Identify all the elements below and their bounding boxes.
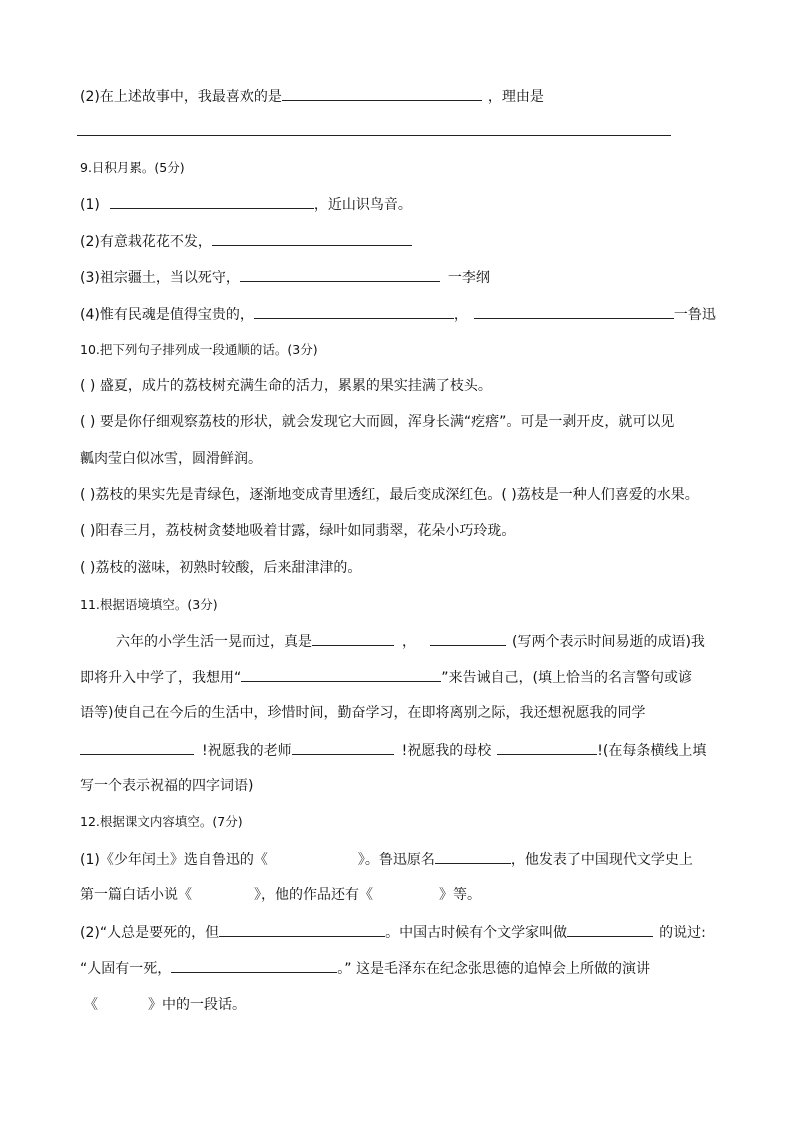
q8-favorite-blank[interactable] <box>282 86 482 101</box>
q12-line-2-end: 》等。 <box>439 887 481 903</box>
q12-line-2-text: 第一篇白话小说《 <box>80 887 192 903</box>
q11-wish-classmates-blank[interactable] <box>80 740 194 755</box>
q12-ancient-quote-blank[interactable] <box>171 958 337 973</box>
q9-item-4-author: 一鲁迅 <box>673 307 716 323</box>
q11-wish-teacher-blank[interactable] <box>292 740 394 755</box>
q9-item-1 <box>80 194 722 214</box>
q9-heading: 9.日积月累。(5分) <box>80 160 185 175</box>
q12-line-2-mid: 》，他的作品还有《 <box>254 887 373 903</box>
q12-line-2 <box>80 885 722 905</box>
q9-item-1-number: (1) <box>80 197 100 213</box>
q12-line-3-text: (2)“人总是要死的，但 <box>80 925 220 941</box>
q12-line-5 <box>80 995 722 1015</box>
q11-line-5: 写一个表示祝福的四字词语) <box>80 778 254 794</box>
q12-quote-blank[interactable] <box>219 922 385 937</box>
q10-sentence-2-cont: 瓤肉莹白似冰雪，圆滑鲜润。 <box>80 451 262 467</box>
q10-sentence-3: ( )荔枝的果实先是青绿色，逐渐地变成青里透红，最后变成深红色。( )荔枝是一种人们喜爱的水果。 <box>80 487 699 503</box>
q11-wish-teacher-text: !祝愿我的老师 <box>202 743 292 759</box>
q10-sentence-2: ( ) 要是你仔细观察荔枝的形状，就会发现它大而圆，浑身长满“疙瘩”。可是一剥开皮，就可以见 <box>80 414 675 430</box>
q12-line-4 <box>80 958 722 978</box>
q9-item-2 <box>80 231 722 251</box>
q9-item-3-author: 一李纲 <box>447 270 490 286</box>
q11-line-1-hint: (写两个表示时间易逝的成语)我 <box>512 634 705 650</box>
q8-reason-label: ，理由是 <box>487 89 544 105</box>
q10-sentence-4: ( )阳春三月，荔枝树贪婪地吸着甘露，绿叶如同翡翠，花朵小巧玲珑。 <box>80 523 516 539</box>
q12-line-5-open: 《 <box>84 997 98 1013</box>
q9-item-4-blank-a[interactable] <box>254 304 454 319</box>
q8-part2-line <box>80 86 722 106</box>
q9-item-4-comma: ， <box>453 307 468 323</box>
q12-line-1-text: (1)《少年闰土》选自鲁迅的《 <box>80 852 268 868</box>
q11-heading: 11.根据语境填空。(3分) <box>80 597 218 612</box>
q9-item-4-blank-b[interactable] <box>474 304 674 319</box>
q9-item-1-blank[interactable] <box>110 194 314 209</box>
q9-item-2-blank[interactable] <box>212 231 412 246</box>
q11-wish-school-text: !祝愿我的母校 <box>401 743 492 759</box>
q9-item-3-blank[interactable] <box>240 267 440 282</box>
q12-heading: 12.根据课文内容填空。(7分) <box>80 814 243 829</box>
q11-motto-blank[interactable] <box>241 667 441 682</box>
q12-line-1-end: ，他发表了中国现代文学史上 <box>510 852 693 868</box>
q8-part2-text: (2)在上述故事中，我最喜欢的是 <box>80 89 282 105</box>
q11-wish-school-blank[interactable] <box>497 740 597 755</box>
q10-sentence-5: ( )荔枝的滋味，初熟时较酸，后来甜津津的。 <box>80 560 362 576</box>
q11-idiom-blank-1[interactable] <box>312 631 394 646</box>
q10-heading: 10.把下列句子排列成一段通顺的话。(3分) <box>80 342 318 357</box>
q9-item-4 <box>80 304 722 324</box>
q8-reason-blank[interactable] <box>77 135 671 136</box>
q11-line-4 <box>80 740 722 760</box>
q12-line-3-mid: 。中国古时候有个文学家叫做 <box>385 925 568 941</box>
q12-line-4-end: 。” 这是毛泽东在纪念张思德的追悼会上所做的演讲 <box>337 961 650 977</box>
q10-sentence-1: ( ) 盛夏，成片的荔枝树充满生命的活力，累累的果实挂满了枝头。 <box>80 378 492 394</box>
q12-real-name-blank[interactable] <box>435 849 511 864</box>
q12-writer-blank[interactable] <box>567 922 653 937</box>
q12-line-1 <box>80 849 722 869</box>
q12-line-3 <box>80 922 722 942</box>
q9-item-3 <box>80 267 722 287</box>
q11-idiom-blank-2[interactable] <box>430 631 506 646</box>
q11-line-1 <box>80 631 722 651</box>
q9-item-1-text: ，近山识鸟音。 <box>313 197 412 213</box>
q11-line-1-comma: ， <box>402 634 416 650</box>
q12-line-4-text: “人固有一死， <box>80 961 172 977</box>
q12-line-1-mid: 》。鲁迅原名 <box>357 852 435 868</box>
q11-line-1-text: 六年的小学生活一晃而过，真是 <box>116 634 312 650</box>
q12-line-5-end: 》中的一段话。 <box>148 997 246 1013</box>
q9-item-3-text: (3)祖宗疆土，当以死守， <box>80 270 240 286</box>
q11-line-3: 语等)使自己在今后的生活中，珍惜时间，勤奋学习，在即将离别之际，我还想祝愿我的同学 <box>80 705 646 721</box>
q11-line-4-hint: !(在每条横线上填 <box>597 743 707 759</box>
q11-line-2-text: 即将升入中学了，我想用“ <box>80 670 242 686</box>
q9-item-2-text: (2)有意栽花花不发， <box>80 234 212 250</box>
q11-line-2 <box>80 667 722 687</box>
q9-item-4-text: (4)惟有民魂是值得宝贵的， <box>80 307 254 323</box>
q11-line-2-hint: ”来告诫自己，(填上恰当的名言警句或谚 <box>441 670 692 686</box>
q12-line-3-end: 的说过: <box>659 925 706 941</box>
